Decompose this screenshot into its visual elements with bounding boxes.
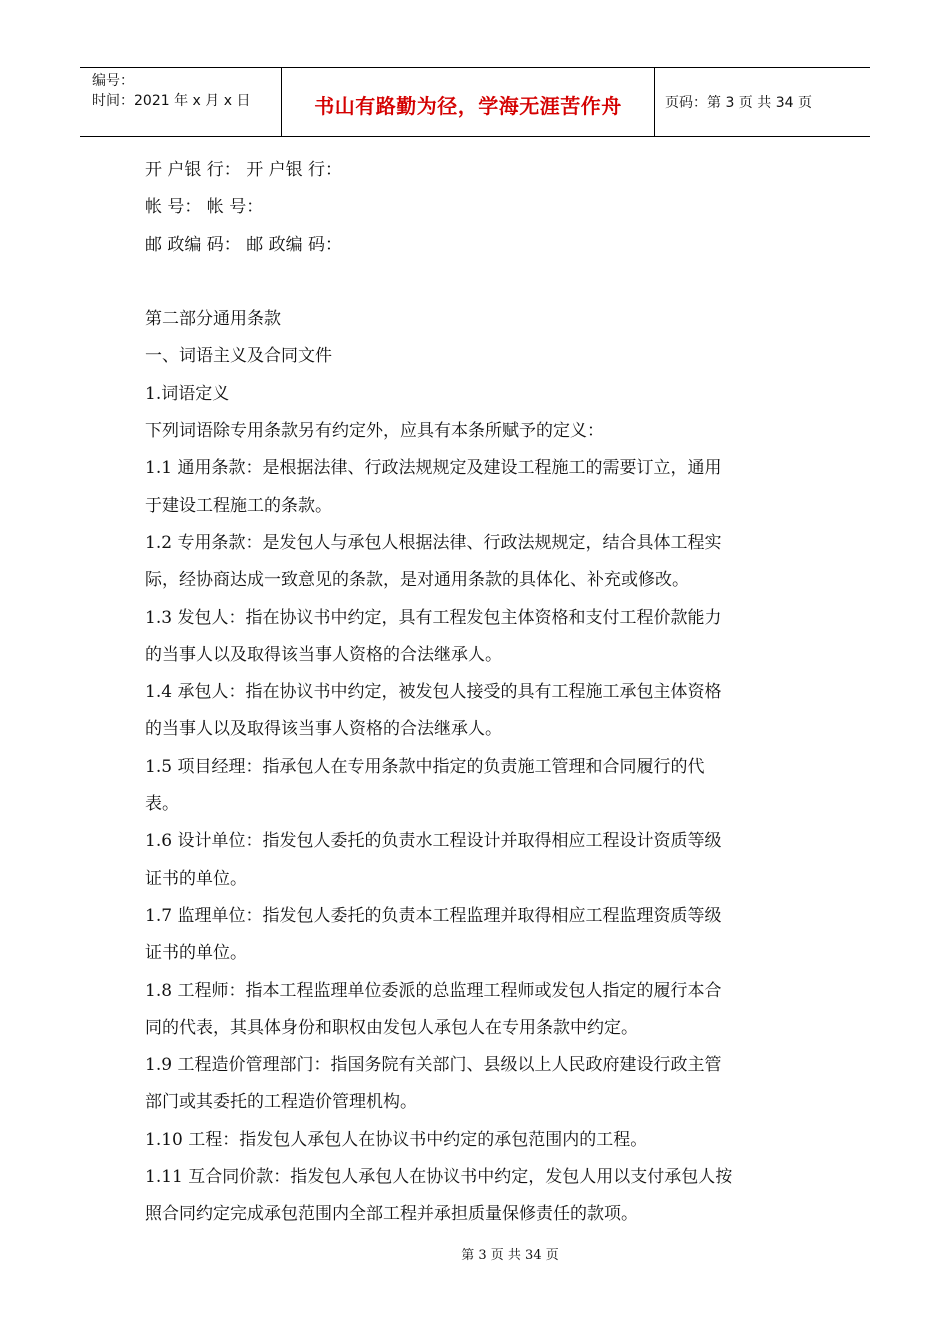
body-line: 同的代表，其具体身份和职权由发包人承包人在专用条款中约定。 (145, 1017, 638, 1038)
body-line: 际，经协商达成一致意见的条款，是对通用条款的具体化、补充或修改。 (145, 570, 689, 591)
body-line: 1.6 设计单位：指发包人委托的负责水工程设计并取得相应工程设计资质等级 (145, 831, 722, 852)
header-motto-cell (282, 68, 655, 136)
body-line: 1.4 承包人：指在协议书中约定，被发包人接受的具有工程施工承包主体资格 (145, 682, 722, 703)
header-motto: 书山有路勤为径，学海无涯苦作舟 (314, 93, 622, 118)
body-line: 下列词语除专用条款另有约定外，应具有本条所赋予的定义： (145, 421, 604, 442)
body-line: 一、词语主义及合同文件 (145, 346, 332, 367)
body-line: 1.5 项目经理：指承包人在专用条款中指定的负责施工管理和合同履行的代 (145, 756, 705, 777)
body-line: 于建设工程施工的条款。 (145, 495, 332, 516)
header-page-label: 页码：第 3 页 共 34 页 (665, 95, 812, 111)
body-line: 部门或其委托的工程造价管理机构。 (145, 1092, 417, 1113)
body-line: 1.10 工程：指发包人承包人在协议书中约定的承包范围内的工程。 (145, 1129, 648, 1150)
footer-page-number: 第 3 页 共 34 页 (461, 1248, 559, 1263)
body-line: 的当事人以及取得该当事人资格的合法继承人。 (145, 644, 502, 665)
paragraph-gap (145, 264, 805, 301)
body-line: 1.9 工程造价管理部门：指国务院有关部门、县级以上人民政府建设行政主管 (145, 1055, 722, 1076)
page-footer (0, 1244, 950, 1263)
body-line: 1.7 监理单位：指发包人委托的负责本工程监理并取得相应工程监理资质等级 (145, 905, 722, 926)
body-line: 1.词语定义 (145, 383, 230, 404)
header-page-info (655, 68, 870, 136)
body-line: 证书的单位。 (145, 868, 247, 889)
document-number-label: 编号： (92, 73, 134, 89)
body-line: 邮 政编 码： 邮 政编 码： (145, 234, 343, 255)
body-line: 照合同约定完成承包范围内全部工程并承担质量保修责任的款项。 (145, 1204, 638, 1225)
body-line: 1.1 通用条款：是根据法律、行政法规规定及建设工程施工的需要订立，通用 (145, 458, 722, 479)
body-line: 1.3 发包人：指在协议书中约定，具有工程发包主体资格和支付工程价款能力 (145, 607, 722, 628)
body-line: 开 户银 行： 开 户银 行： (145, 160, 343, 180)
page-header (80, 67, 870, 137)
body-line: 的当事人以及取得该当事人资格的合法继承人。 (145, 719, 502, 740)
body-line: 证书的单位。 (145, 943, 247, 964)
body-line: 表。 (145, 794, 179, 815)
body-line: 1.2 专用条款：是发包人与承包人根据法律、行政法规规定，结合具体工程实 (145, 532, 722, 553)
document-date: 时间：2021 年 x 月 x 日 (92, 93, 251, 109)
body-line: 1.11 互合同价款：指发包人承包人在协议书中约定，发包人用以支付承包人按 (145, 1167, 733, 1188)
document-body (145, 152, 805, 1234)
body-line: 1.8 工程师：指本工程监理单位委派的总监理工程师或发包人指定的履行本合 (145, 980, 722, 1001)
header-meta (80, 68, 282, 136)
body-line: 帐 号： 帐 号： (145, 197, 264, 218)
body-line: 第二部分通用条款 (145, 309, 281, 330)
